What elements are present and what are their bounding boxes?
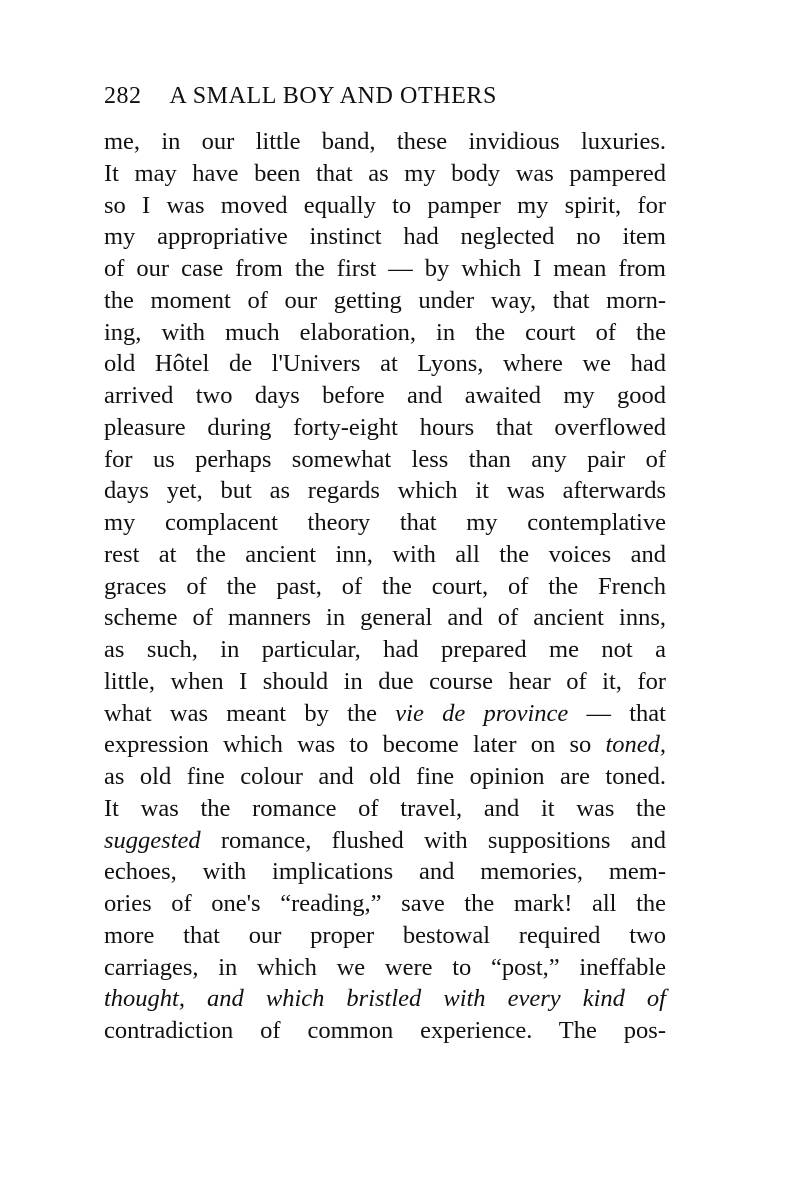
text-segment: ing, with much elaboration, in the court of the	[104, 318, 666, 346]
text-line	[104, 761, 666, 793]
text-segment: so I was moved equally to pamper my spirit, for	[104, 191, 666, 219]
text-line	[104, 571, 666, 603]
italic-text: thought, and which bristled with every kind of	[104, 985, 666, 1013]
text-line	[104, 602, 666, 634]
text-line	[104, 825, 666, 857]
text-segment: me, in our little band, these invidious luxuries.	[104, 128, 666, 155]
text-line	[104, 856, 666, 888]
text-line	[104, 634, 666, 666]
text-line	[104, 920, 666, 952]
text-segment: days yet, but as regards which it was afterwards	[104, 477, 666, 505]
italic-text: suggested	[104, 826, 201, 854]
text-segment: echoes, with implications and memories, mem-	[104, 858, 666, 886]
text-segment: graces of the past, of the court, of the French	[104, 572, 666, 600]
text-segment: little, when I should in due course hear of it, for	[104, 667, 666, 695]
text-line	[104, 952, 666, 984]
text-line	[104, 380, 666, 412]
text-line	[104, 412, 666, 444]
text-line	[104, 444, 666, 476]
text-line	[104, 475, 666, 507]
italic-text: toned,	[605, 731, 666, 759]
text-line	[104, 348, 666, 380]
text-segment: It was the romance of travel, and it was the	[104, 794, 666, 822]
text-segment: my appropriative instinct had neglected no item	[104, 223, 666, 251]
text-line	[104, 793, 666, 825]
text-line	[104, 126, 666, 158]
text-segment: rest at the ancient inn, with all the voices and	[104, 540, 666, 568]
running-title: A SMALL BOY AND OTHERS	[169, 83, 497, 109]
page-number: 282	[104, 83, 142, 109]
text-segment: expression which was to become later on so	[104, 731, 606, 759]
text-segment: contradiction of common experience. The pos-	[104, 1017, 666, 1044]
text-line	[104, 698, 666, 730]
text-line	[104, 539, 666, 571]
text-line	[104, 221, 666, 253]
text-line	[104, 1015, 666, 1047]
text-line	[104, 888, 666, 920]
text-line	[104, 253, 666, 285]
text-segment: more that our proper bestowal required two	[104, 921, 666, 949]
text-segment: as old fine colour and old fine opinion are toned.	[104, 763, 666, 790]
text-line	[104, 285, 666, 317]
text-segment: of our case from the first — by which I mean from	[104, 255, 666, 282]
text-line	[104, 190, 666, 222]
text-segment: carriages, in which we were to “post,” ineffable	[104, 953, 666, 981]
text-line	[104, 983, 666, 1015]
running-head	[104, 78, 666, 114]
text-segment: — that	[568, 699, 666, 727]
text-line	[104, 729, 666, 761]
text-line	[104, 158, 666, 190]
text-segment: ories of one's “reading,” save the mark! all the	[104, 890, 666, 917]
text-segment: scheme of manners in general and of ancient inns,	[104, 604, 666, 632]
text-line	[104, 666, 666, 698]
text-line	[104, 507, 666, 539]
italic-text: vie de province	[395, 699, 569, 727]
text-segment: the moment of our getting under way, that morn-	[104, 286, 666, 314]
text-segment: pleasure during forty-eight hours that overflowed	[104, 413, 666, 441]
text-segment: romance, flushed with suppositions and	[200, 826, 666, 854]
text-segment: old Hôtel de l'Univers at Lyons, where we had	[104, 350, 666, 378]
text-segment: my complacent theory that my contemplative	[104, 509, 666, 536]
body-text	[104, 126, 666, 1047]
text-segment: It may have been that as my body was pampered	[104, 159, 666, 187]
text-segment: as such, in particular, had prepared me not a	[104, 636, 666, 663]
text-segment: for us perhaps somewhat less than any pair of	[104, 445, 666, 473]
text-segment: arrived two days before and awaited my good	[104, 382, 666, 409]
text-segment: what was meant by the	[104, 699, 396, 727]
text-line	[104, 317, 666, 349]
